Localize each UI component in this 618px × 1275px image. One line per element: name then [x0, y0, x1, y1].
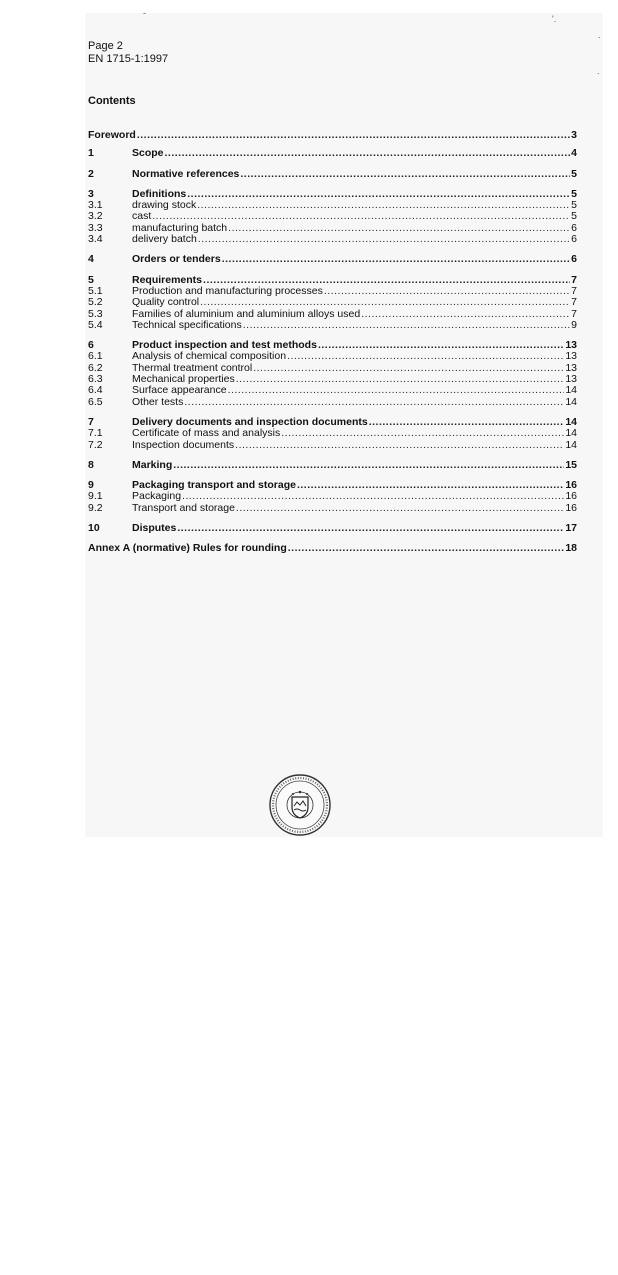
dot-leader: [281, 428, 564, 439]
toc-entry[interactable]: [88, 200, 577, 211]
toc-entry-page: 7: [571, 285, 577, 297]
toc-entry-number: 7.2: [88, 439, 103, 451]
toc-entry-page: 13: [565, 351, 577, 363]
toc-entry[interactable]: [88, 223, 577, 234]
toc-entry-title: Thermal treatment control: [132, 362, 253, 374]
toc-entry-number: 3.2: [88, 211, 103, 223]
toc-entry[interactable]: [88, 275, 577, 286]
toc-entry-number: 7: [88, 416, 94, 428]
toc-entry-number: 5: [88, 274, 94, 286]
toc-entry-title: Normative references: [132, 168, 240, 180]
toc-entry-title: Families of aluminium and aluminium alloys used: [132, 308, 361, 320]
toc-entry-number: 3.4: [88, 234, 103, 246]
toc-entry-number: 6.3: [88, 374, 103, 386]
dot-leader: [187, 189, 570, 200]
toc-entry-page: 14: [565, 416, 577, 428]
toc-entry[interactable]: [88, 340, 577, 351]
toc-entry-title: manufacturing batch: [132, 222, 228, 234]
dot-leader: [297, 480, 564, 491]
toc-entry-number: 4: [88, 254, 94, 266]
toc-entry[interactable]: [88, 351, 577, 362]
toc-entry-page: 14: [565, 396, 577, 408]
dot-leader: [200, 297, 570, 308]
toc-entry-title: Scope: [132, 148, 164, 160]
dot-leader: [243, 320, 570, 331]
toc-entry-title: Transport and storage: [132, 502, 235, 514]
toc-entry-title: Foreword: [88, 130, 136, 141]
toc-entry[interactable]: [88, 169, 577, 180]
contents-heading: Contents: [88, 95, 136, 107]
toc-entry[interactable]: [88, 297, 577, 308]
toc-entry-number: 10: [88, 523, 100, 535]
toc-entry[interactable]: [88, 428, 577, 439]
scan-speck: -: [143, 8, 146, 18]
toc-entry-title: Quality control: [132, 297, 200, 309]
toc-entry-title: Packaging transport and storage: [132, 480, 296, 492]
toc-entry-title: Disputes: [132, 523, 177, 535]
toc-entry-number: 2: [88, 168, 94, 180]
dot-leader: [253, 363, 564, 374]
toc-entry[interactable]: [88, 189, 577, 200]
scan-speck: .: [598, 30, 601, 40]
toc-entry-number: 5.4: [88, 319, 103, 331]
toc-entry-title: Packaging: [132, 491, 182, 503]
dot-leader: [369, 417, 565, 428]
dot-leader: [236, 374, 565, 385]
toc-entry-page: 14: [565, 439, 577, 451]
toc-entry[interactable]: [88, 320, 577, 331]
toc-entry-title: Inspection documents: [132, 439, 235, 451]
toc-entry[interactable]: [88, 543, 577, 554]
table-of-contents: [88, 130, 577, 555]
toc-entry-title: Other tests: [132, 396, 184, 408]
toc-entry[interactable]: [88, 286, 577, 297]
toc-entry-page: 5: [571, 168, 577, 180]
toc-entry[interactable]: [88, 397, 577, 408]
toc-entry-page: 7: [571, 297, 577, 309]
toc-entry-page: 7: [571, 308, 577, 320]
toc-entry-number: 3.3: [88, 222, 103, 234]
dot-leader: [197, 200, 570, 211]
toc-entry-title: Delivery documents and inspection documents: [132, 416, 368, 428]
toc-entry[interactable]: [88, 523, 577, 534]
scan-speck: '.: [552, 14, 557, 24]
toc-entry-title: drawing stock: [132, 200, 197, 212]
toc-entry-page: 5: [571, 200, 577, 212]
toc-entry-page: 18: [565, 543, 577, 555]
toc-entry[interactable]: [88, 440, 577, 451]
dot-leader: [228, 223, 570, 234]
toc-entry[interactable]: [88, 417, 577, 428]
toc-entry-title: Definitions: [132, 188, 187, 200]
toc-entry-title: Technical specifications: [132, 319, 242, 331]
toc-entry-page: 13: [565, 362, 577, 374]
scan-speck: .: [597, 66, 600, 76]
toc-entry[interactable]: [88, 385, 577, 396]
dot-leader: [222, 254, 570, 265]
toc-entry-page: 5: [571, 188, 577, 200]
document-page: [85, 13, 603, 837]
toc-entry-title: delivery batch: [132, 234, 197, 246]
toc-entry[interactable]: [88, 503, 577, 514]
toc-entry-number: 5.3: [88, 308, 103, 320]
toc-entry-number: 6.5: [88, 396, 103, 408]
dot-leader: [173, 460, 564, 471]
toc-entry-number: 6: [88, 340, 94, 352]
toc-entry-title: Certificate of mass and analysis: [132, 428, 281, 440]
toc-entry-page: 13: [565, 340, 577, 352]
toc-entry-page: 4: [571, 148, 577, 160]
toc-entry-title: Requirements: [132, 274, 203, 286]
toc-entry-number: 7.1: [88, 428, 103, 440]
toc-entry-page: 7: [571, 274, 577, 286]
toc-entry[interactable]: [88, 480, 577, 491]
toc-entry-page: 14: [565, 428, 577, 440]
dot-leader: [198, 234, 570, 245]
toc-entry-number: 6.4: [88, 385, 103, 397]
toc-entry-number: 3.1: [88, 200, 103, 212]
toc-entry-page: 14: [565, 385, 577, 397]
toc-entry-title: Mechanical properties: [132, 374, 235, 386]
institution-seal-icon: [268, 773, 332, 837]
toc-entry-page: 5: [571, 211, 577, 223]
toc-entry[interactable]: [88, 460, 577, 471]
toc-entry-title: Surface appearance: [132, 385, 227, 397]
page-number: Page 2: [88, 40, 123, 52]
dot-leader: [361, 309, 570, 320]
toc-entry-number: 9: [88, 480, 94, 492]
toc-entry-title: Product inspection and test methods: [132, 340, 317, 352]
dot-leader: [324, 286, 570, 297]
toc-entry-page: 6: [571, 254, 577, 266]
toc-entry-page: 15: [565, 459, 577, 471]
toc-entry-title: cast: [132, 211, 152, 223]
dot-leader: [240, 169, 570, 180]
toc-entry[interactable]: [88, 374, 577, 385]
dot-leader: [182, 491, 564, 502]
toc-entry-number: 9.2: [88, 502, 103, 514]
toc-entry-number: 5.1: [88, 285, 103, 297]
toc-entry-title: Marking: [132, 459, 173, 471]
dot-leader: [235, 440, 564, 451]
dot-leader: [288, 543, 565, 554]
toc-entry[interactable]: [88, 130, 577, 141]
toc-entry-number: 1: [88, 148, 94, 160]
dot-leader: [236, 503, 564, 514]
toc-entry-page: 16: [565, 502, 577, 514]
dot-leader: [184, 397, 564, 408]
toc-entry-number: 6.2: [88, 362, 103, 374]
toc-entry-page: 3: [571, 130, 577, 141]
dot-leader: [318, 340, 564, 351]
toc-entry-page: 16: [565, 491, 577, 503]
dot-leader: [203, 275, 570, 286]
dot-leader: [137, 130, 570, 141]
toc-entry-page: 6: [571, 234, 577, 246]
standard-number: EN 1715-1:1997: [88, 53, 169, 65]
toc-entry-page: 17: [565, 523, 577, 535]
toc-entry[interactable]: [88, 234, 577, 245]
toc-entry[interactable]: [88, 148, 577, 159]
toc-entry[interactable]: [88, 491, 577, 502]
dot-leader: [165, 148, 571, 159]
toc-entry-title: Production and manufacturing processes: [132, 285, 323, 297]
dot-leader: [228, 385, 565, 396]
toc-entry-title: Analysis of chemical composition: [132, 351, 287, 363]
toc-entry[interactable]: [88, 363, 577, 374]
toc-entry-number: 5.2: [88, 297, 103, 309]
toc-entry-page: 16: [565, 480, 577, 492]
toc-entry[interactable]: [88, 211, 577, 222]
toc-entry-title: Annex A (normative) Rules for rounding: [88, 543, 287, 555]
dot-leader: [287, 351, 564, 362]
toc-entry-number: 3: [88, 188, 94, 200]
toc-entry-number: 6.1: [88, 351, 103, 363]
toc-entry-number: 9.1: [88, 491, 103, 503]
dot-leader: [177, 523, 564, 534]
toc-entry-title: Orders or tenders: [132, 254, 221, 266]
toc-entry[interactable]: [88, 254, 577, 265]
toc-entry-number: 8: [88, 459, 94, 471]
toc-entry[interactable]: [88, 309, 577, 320]
toc-entry-page: 6: [571, 222, 577, 234]
toc-entry-page: 13: [565, 374, 577, 386]
dot-leader: [152, 211, 570, 222]
toc-entry-page: 9: [571, 319, 577, 331]
